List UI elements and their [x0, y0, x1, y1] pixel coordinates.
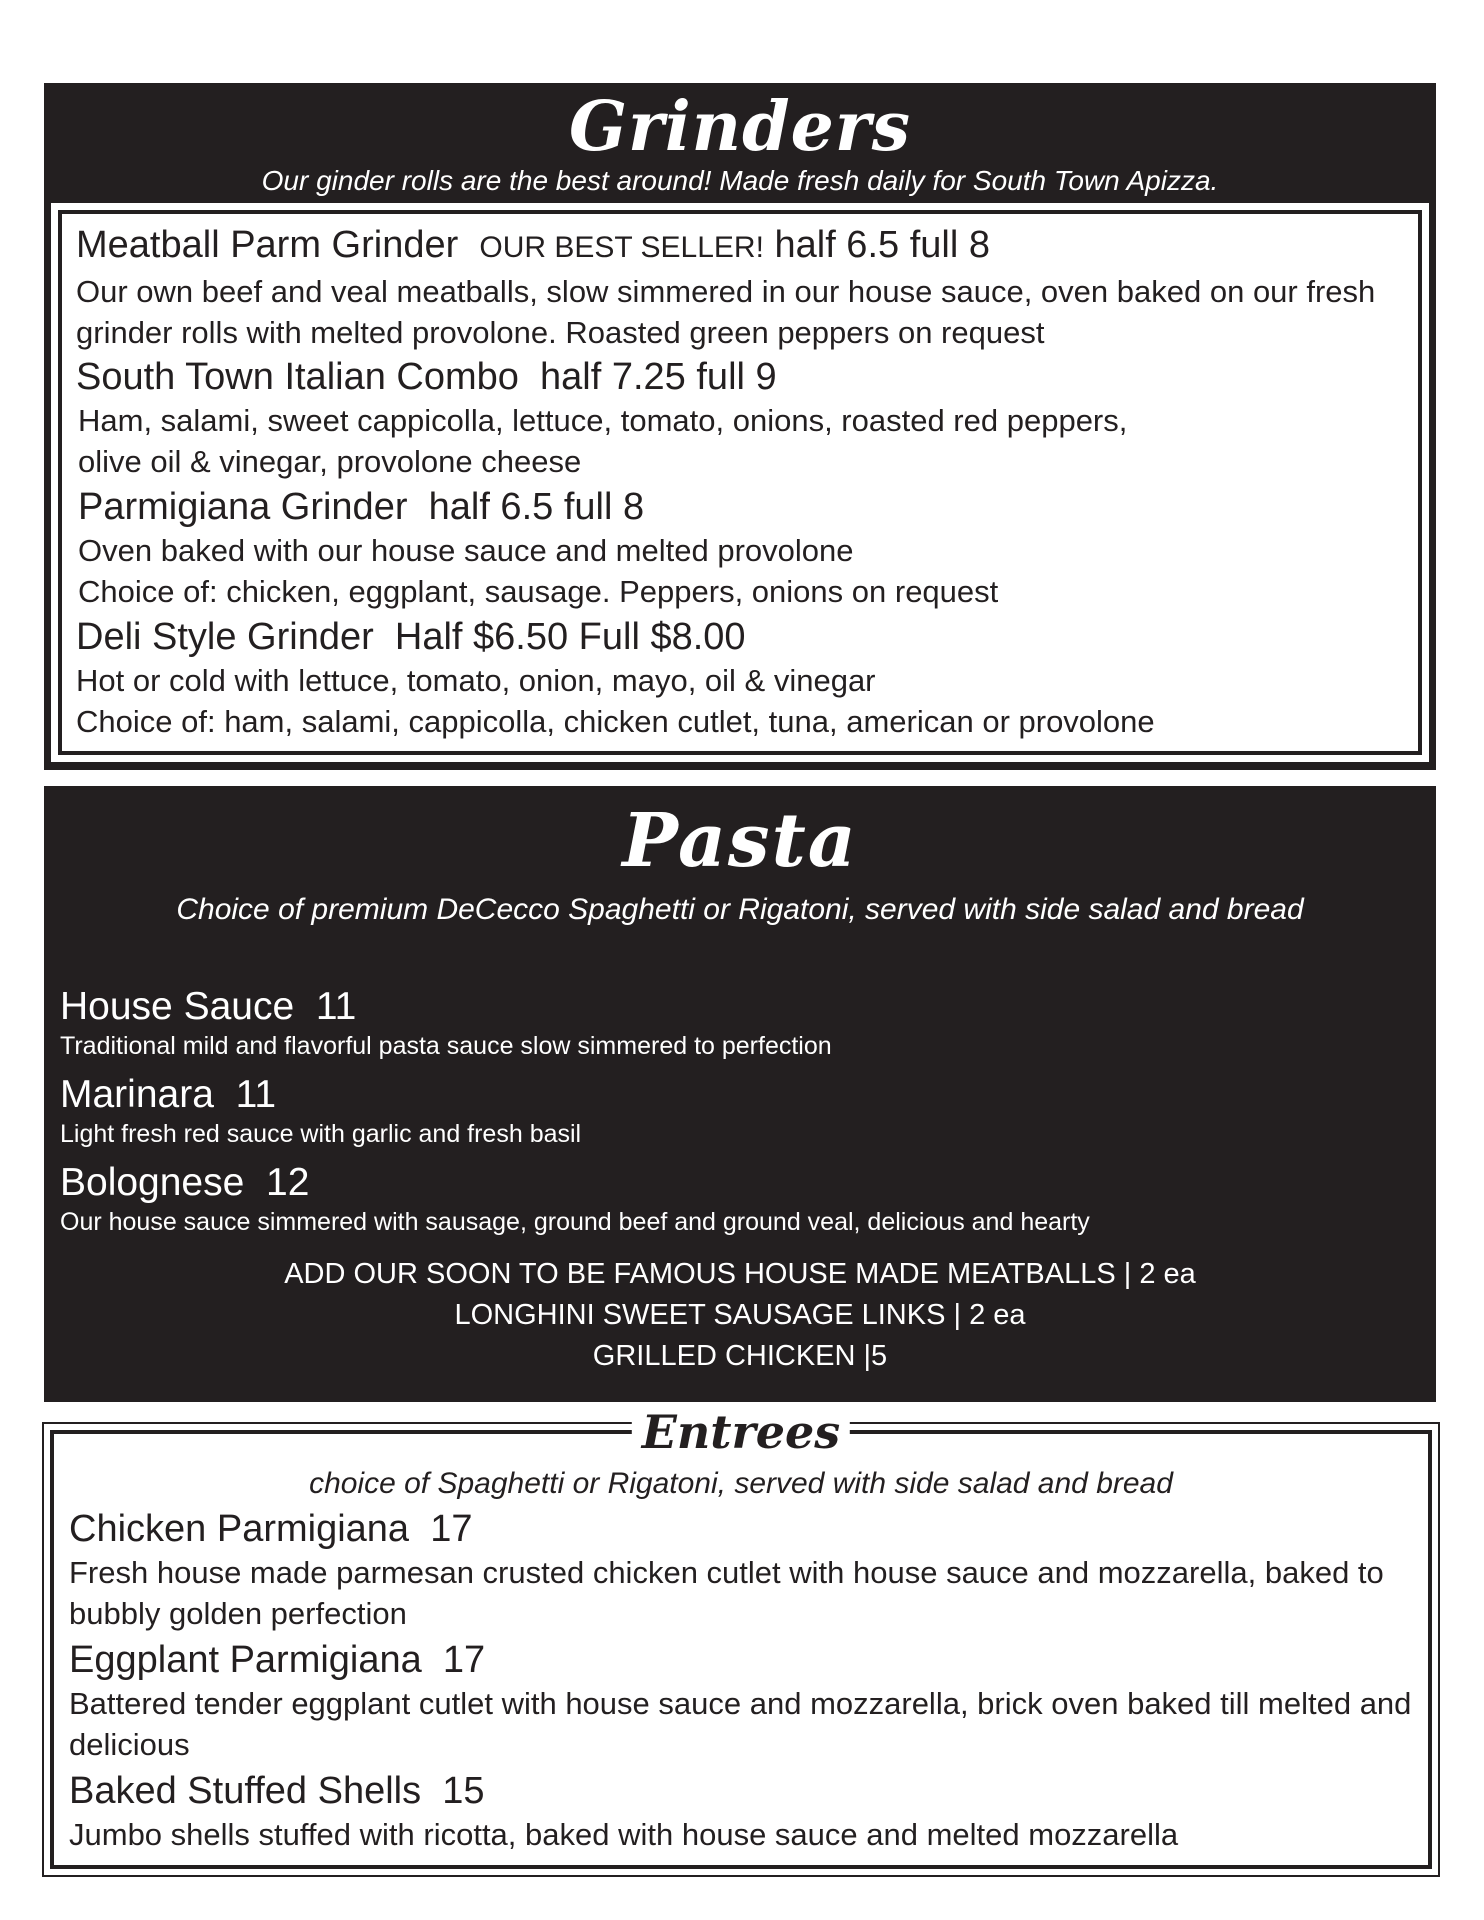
entrees-section	[42, 1405, 1440, 1877]
best-seller-badge: OUR BEST SELLER!	[479, 231, 764, 264]
item-description: Battered tender eggplant cutlet with house sauce and mozzarella, brick oven baked till melted and delicious	[69, 1686, 1412, 1762]
item-description: Traditional mild and flavorful pasta sauce slow simmered to perfection	[60, 1032, 832, 1060]
menu-item-meatball-parm-grinder	[76, 222, 1386, 353]
entrees-heading: Entrees	[632, 1407, 850, 1457]
item-description: Fresh house made parmesan crusted chicken cutlet with house sauce and mozzarella, baked to bubbly golden perfection	[69, 1555, 1384, 1631]
item-description: Our own beef and veal meatballs, slow simmered in our house sauce, oven baked on our fresh grinder rolls with melted provolone. Roasted green peppers on request	[76, 274, 1376, 350]
item-name: South Town Italian Combo	[76, 356, 519, 398]
menu-item-deli-style-grinder	[76, 614, 1386, 742]
item-name: Deli Style Grinder	[76, 616, 374, 658]
item-price: half 6.5 full 8	[428, 486, 645, 528]
menu-item-south-town-italian-combo	[76, 354, 1386, 482]
item-description: Hot or cold with lettuce, tomato, onion, mayo, oil & vinegar	[76, 663, 876, 698]
item-price: half 6.5 full 8	[774, 224, 990, 266]
item-description: Our house sauce simmered with sausage, ground beef and ground veal, delicious and hearty	[60, 1208, 1090, 1236]
item-description: Oven baked with our house sauce and melted provolone	[78, 533, 854, 568]
grinders-section	[44, 83, 1436, 770]
pasta-section	[44, 786, 1436, 1402]
menu-item-chicken-parmigiana	[69, 1506, 1419, 1634]
pasta-addons	[44, 1254, 1436, 1377]
grinders-intro: Our ginder rolls are the best around! Made fresh daily for South Town Apizza.	[261, 165, 1219, 196]
item-price: 17	[430, 1508, 473, 1550]
grinders-menu-box	[51, 203, 1429, 762]
item-description-line-2: Choice of: chicken, eggplant, sausage. Peppers, onions on request	[78, 574, 999, 609]
item-name: Bolognese	[60, 1161, 245, 1204]
item-price: Half $6.50 Full $8.00	[394, 616, 746, 658]
item-name: Parmigiana Grinder	[78, 486, 408, 528]
menu-item-baked-stuffed-shells	[69, 1768, 1419, 1855]
menu-item-parmigiana-grinder	[76, 484, 1386, 612]
item-description: Ham, salami, sweet cappicolla, lettuce, tomato, onions, roasted red peppers,	[78, 403, 1128, 438]
addon-grilled-chicken: GRILLED CHICKEN |5	[592, 1340, 888, 1372]
addon-meatballs: ADD OUR SOON TO BE FAMOUS HOUSE MADE MEATBALLS | 2 ea	[284, 1258, 1196, 1290]
item-price: 15	[442, 1770, 485, 1812]
item-name: Meatball Parm Grinder	[76, 224, 459, 266]
pasta-heading: Pasta	[622, 798, 858, 884]
item-price: 11	[235, 1073, 277, 1116]
item-price: 11	[315, 985, 357, 1028]
item-description-line-2: Choice of: ham, salami, cappicolla, chicken cutlet, tuna, american or provolone	[76, 704, 1155, 739]
menu-item-house-sauce	[60, 984, 1410, 1062]
addon-sausage-links: LONGHINI SWEET SAUSAGE LINKS | 2 ea	[454, 1299, 1026, 1331]
grinders-menu-frame	[58, 210, 1422, 755]
item-name: House Sauce	[60, 985, 295, 1028]
menu-item-eggplant-parmigiana	[69, 1637, 1419, 1765]
pasta-intro: Choice of premium DeCecco Spaghetti or Rigatoni, served with side salad and bread	[176, 893, 1304, 926]
item-description-line-2: olive oil & vinegar, provolone cheese	[78, 444, 582, 479]
entrees-frame	[50, 1405, 1432, 1869]
item-description: Jumbo shells stuffed with ricotta, baked with house sauce and melted mozzarella	[69, 1817, 1179, 1852]
item-name: Eggplant Parmigiana	[69, 1639, 422, 1681]
item-description: Light fresh red sauce with garlic and fresh basil	[60, 1120, 582, 1148]
item-price: 12	[266, 1161, 310, 1204]
item-price: half 7.25 full 9	[540, 356, 777, 398]
entrees-intro: choice of Spaghetti or Rigatoni, served with side salad and bread	[309, 1467, 1173, 1500]
item-name: Baked Stuffed Shells	[69, 1770, 422, 1812]
item-price: 17	[442, 1639, 486, 1681]
grinders-heading: Grinders	[568, 87, 912, 167]
item-name: Marinara	[60, 1073, 214, 1116]
menu-item-bolognese	[60, 1160, 1410, 1238]
item-name: Chicken Parmigiana	[69, 1508, 410, 1550]
menu-item-marinara	[60, 1072, 1410, 1150]
